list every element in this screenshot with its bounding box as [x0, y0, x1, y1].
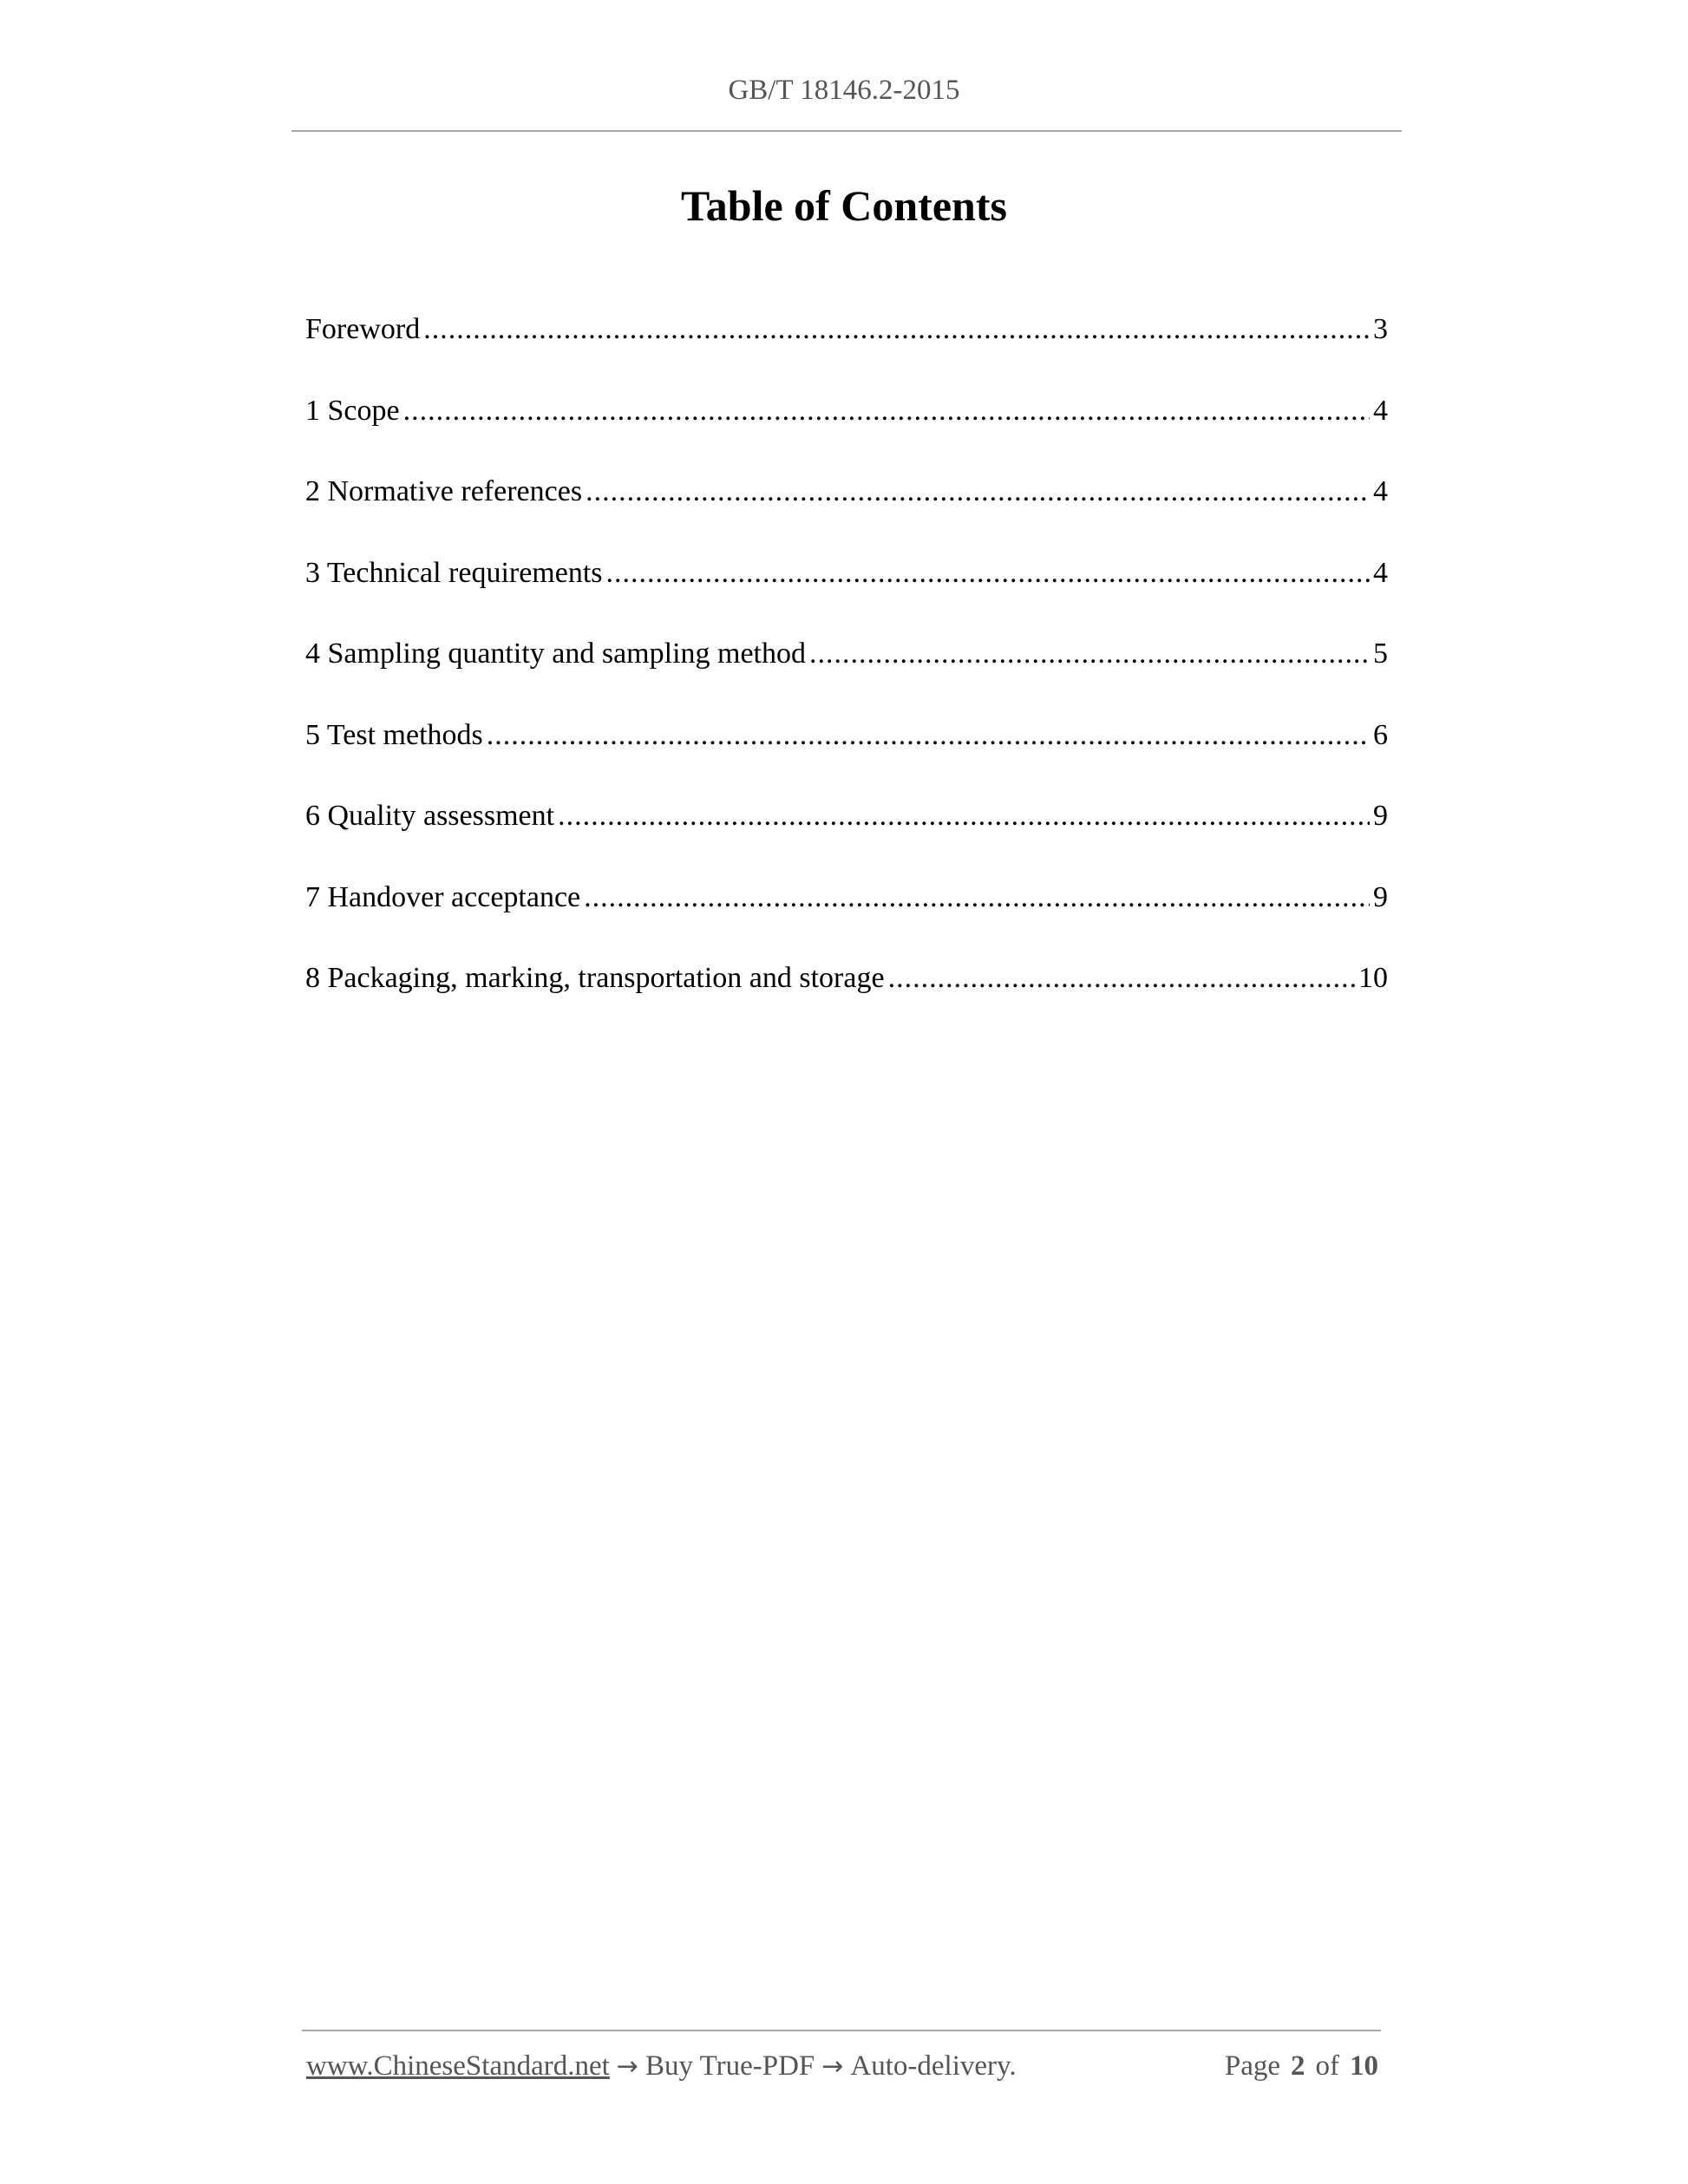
toc-leader-dots: [423, 308, 1370, 351]
toc-entry-page: 3: [1373, 313, 1388, 345]
toc-list: [305, 308, 1388, 1038]
website-link[interactable]: www.ChineseStandard.net: [306, 2050, 610, 2082]
toc-entry-technical-requirements[interactable]: [305, 552, 1388, 633]
toc-entry-page: 9: [1373, 880, 1388, 913]
toc-entry-label: 5 Test methods: [305, 718, 483, 751]
footer-purchase-line: [306, 2050, 1017, 2083]
toc-entry-handover-acceptance[interactable]: [305, 876, 1388, 958]
toc-entry-page: 6: [1373, 718, 1388, 751]
document-code: GB/T 18146.2-2015: [728, 75, 960, 106]
toc-entry-quality-assessment[interactable]: [305, 794, 1388, 876]
toc-entry-page: 4: [1373, 475, 1388, 507]
footer-step-buy: Buy True-PDF: [644, 2050, 815, 2082]
toc-entry-page: 9: [1373, 800, 1388, 832]
of-word: of: [1315, 2050, 1339, 2082]
toc-entry-label: 2 Normative references: [305, 475, 583, 507]
toc-entry-page: 5: [1373, 638, 1388, 670]
toc-leader-dots: [584, 876, 1370, 919]
toc-leader-dots: [586, 470, 1370, 513]
toc-entry-foreword[interactable]: [305, 308, 1388, 389]
toc-entry-normative-references[interactable]: [305, 470, 1388, 552]
toc-entry-label: 3 Technical requirements: [305, 556, 603, 589]
toc-entry-label: 7 Handover acceptance: [305, 880, 581, 913]
toc-leader-dots: [888, 957, 1355, 1000]
toc-leader-dots: [558, 794, 1370, 838]
footer-divider: [302, 2030, 1381, 2031]
header-divider: [291, 130, 1402, 132]
toc-entry-page: 4: [1373, 556, 1388, 589]
toc-leader-dots: [809, 632, 1370, 676]
toc-entry-label: 8 Packaging, marking, transportation and storage: [305, 962, 885, 994]
toc-entry-page: 10: [1358, 962, 1388, 994]
total-page-count: 10: [1350, 2050, 1378, 2082]
current-page-number: 2: [1291, 2050, 1305, 2082]
toc-entry-test-methods[interactable]: [305, 714, 1388, 795]
footer-step-delivery: Auto-delivery.: [850, 2050, 1017, 2082]
toc-entry-label: Foreword: [305, 313, 421, 345]
page-footer: [306, 2050, 1378, 2083]
toc-leader-dots: [403, 389, 1370, 433]
toc-entry-page: 4: [1373, 394, 1388, 427]
toc-entry-label: 1 Scope: [305, 394, 400, 427]
toc-entry-scope[interactable]: [305, 389, 1388, 471]
arrow-right-icon: →: [616, 2051, 638, 2082]
arrow-right-icon: →: [821, 2051, 844, 2082]
page-indicator: [1225, 2050, 1378, 2083]
toc-title: Table of Contents: [681, 181, 1007, 230]
toc-entry-sampling[interactable]: [305, 632, 1388, 714]
toc-leader-dots: [487, 714, 1370, 757]
page-word: Page: [1224, 2050, 1280, 2082]
toc-entry-packaging[interactable]: [305, 957, 1388, 1038]
toc-entry-label: 6 Quality assessment: [305, 800, 555, 832]
toc-leader-dots: [606, 552, 1370, 595]
toc-entry-label: 4 Sampling quantity and sampling method: [305, 638, 807, 670]
